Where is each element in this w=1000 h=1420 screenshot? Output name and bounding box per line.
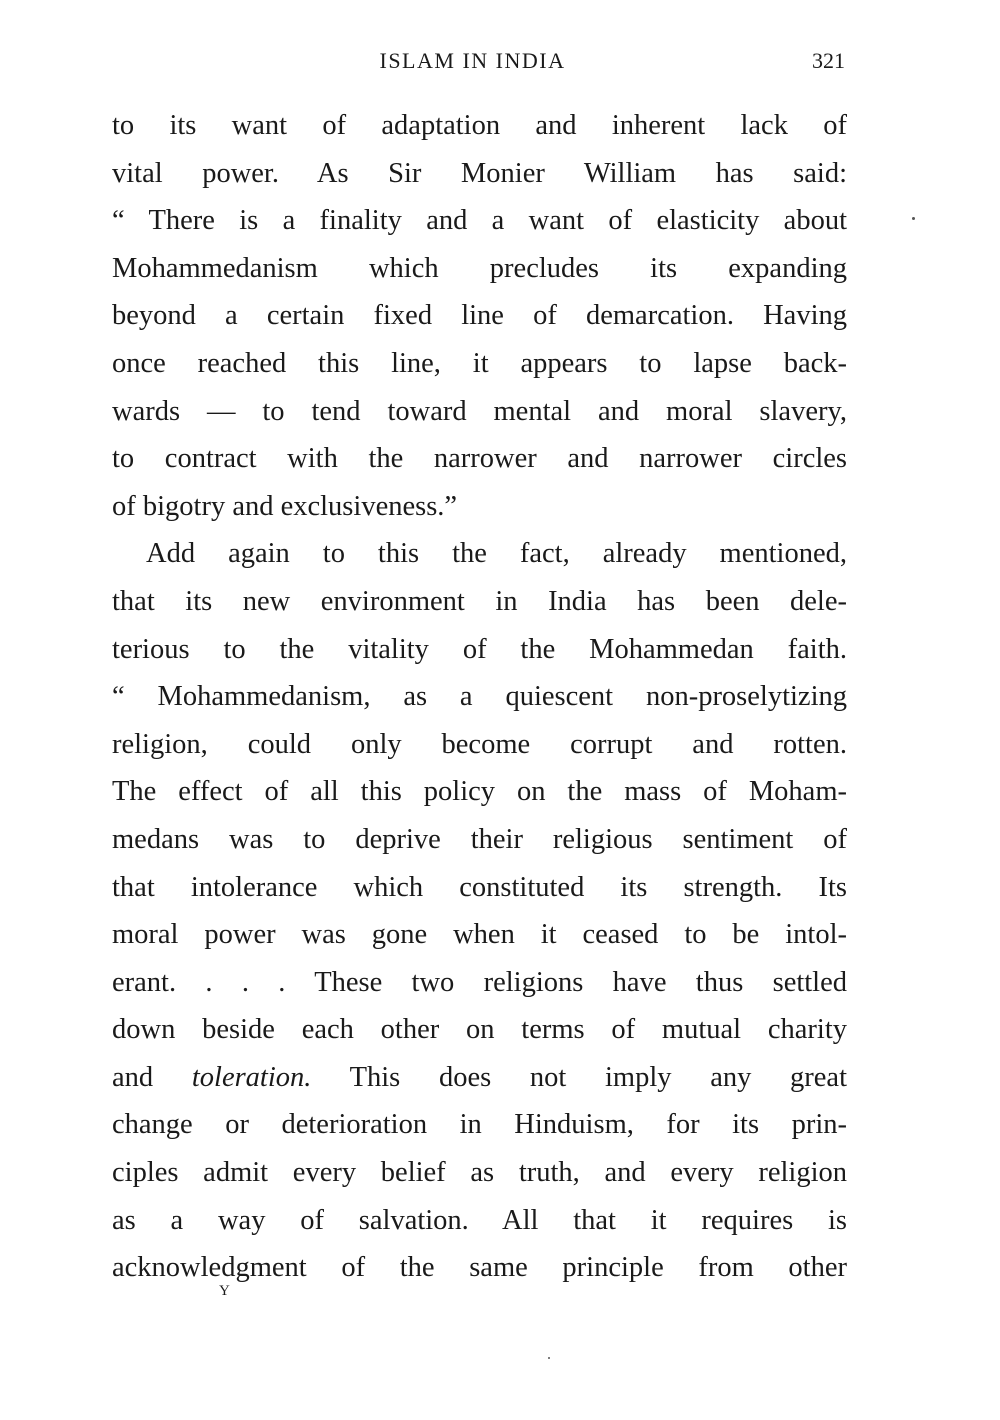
text-line: vital power. As Sir Monier William has said:	[112, 157, 847, 189]
text-line: to its want of adaptation and inherent lack of	[112, 110, 847, 141]
print-speck	[912, 217, 915, 220]
text-line: to contract with the narrower and narrower circles	[112, 443, 847, 475]
text-line: that intolerance which constituted its strength. Its	[112, 871, 847, 903]
text-fragment: This does not imply any great	[349, 1061, 847, 1093]
text-line: Mohammedanism which precludes its expanding	[112, 252, 847, 284]
running-title: ISLAM IN INDIA	[379, 48, 566, 73]
print-speck	[548, 1357, 550, 1359]
text-line: down beside each other on terms of mutual charity	[112, 1014, 847, 1046]
text-line: religion, could only become corrupt and rotten.	[112, 728, 847, 760]
text-line: medans was to deprive their religious sentiment of	[112, 823, 847, 855]
text-line-mixed	[112, 1054, 847, 1102]
text-line: Add again to this the fact, already mentioned,	[146, 538, 847, 570]
text-line: beyond a certain fixed line of demarcation. Having	[112, 300, 847, 332]
text-line: change or deterioration in Hinduism, for its prin-	[112, 1109, 847, 1141]
text-line: “ There is a finality and a want of elasticity about	[112, 205, 847, 237]
text-line: The effect of all this policy on the mass of Moham-	[112, 776, 847, 808]
text-line: that its new environment in India has been dele-	[112, 585, 847, 617]
text-line: erant. . . . These two religions have thus settled	[112, 966, 847, 998]
signature-mark: Y	[219, 1283, 231, 1299]
running-head	[0, 44, 945, 78]
text-line: moral power was gone when it ceased to be intol-	[112, 919, 847, 951]
text-line: “ Mohammedanism, as a quiescent non-proselytizing	[112, 681, 847, 713]
text-fragment: and	[112, 1061, 154, 1093]
italic-emphasis: toleration.	[191, 1061, 312, 1093]
text-line: as a way of salvation. All that it requires is	[112, 1204, 847, 1236]
text-line: terious to the vitality of the Mohammedan faith.	[112, 633, 847, 665]
page-number: 321	[812, 48, 845, 73]
text-line: of bigotry and exclusiveness.”	[112, 490, 458, 522]
text-line: acknowledgment of the same principle from other	[112, 1252, 847, 1284]
text-line: ciples admit every belief as truth, and every religion	[112, 1157, 847, 1189]
body-text	[112, 102, 847, 1292]
text-line: wards — to tend toward mental and moral slavery,	[112, 395, 847, 427]
text-line: once reached this line, it appears to lapse back-	[112, 347, 847, 379]
